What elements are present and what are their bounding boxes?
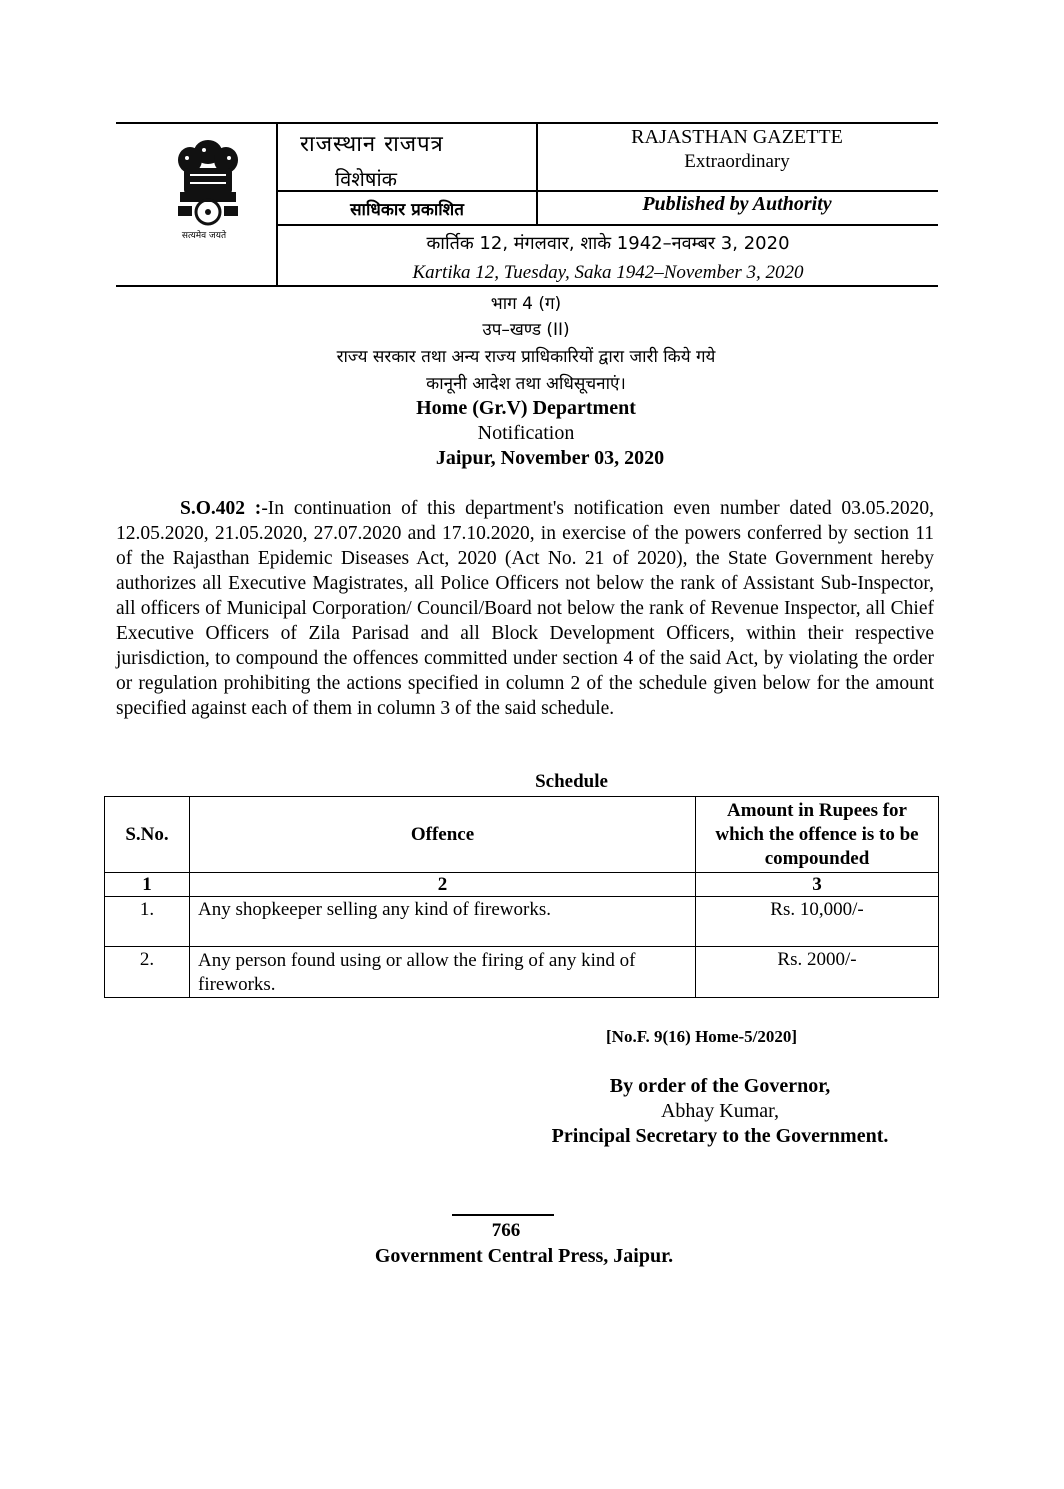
section-description-line-1: राज्य सरकार तथा अन्य राज्य प्राधिकारियों द्वारा जारी किये गये <box>336 347 716 367</box>
press-name: Government Central Press, Jaipur. <box>374 1245 674 1267</box>
schedule-table <box>104 796 939 998</box>
column-number-row <box>105 873 939 897</box>
gazette-subtitle-hindi: विशेषांक <box>335 167 397 191</box>
table-row <box>105 897 939 947</box>
footer-rule <box>452 1214 554 1216</box>
masthead-top-rule <box>116 122 938 124</box>
part-label: भाग 4 (ग) <box>490 294 562 314</box>
gazette-title-english: RAJASTHAN GAZETTE <box>631 126 843 148</box>
column-number-3: 3 <box>696 873 939 897</box>
signer-name: Abhay Kumar, <box>660 1100 780 1122</box>
document-type: Notification <box>477 422 575 444</box>
column-number-2: 2 <box>190 873 696 897</box>
department-title: Home (Gr.V) Department <box>416 397 636 419</box>
authority-hindi: साधिकार प्रकाशित <box>350 200 464 220</box>
issue-date-english: Kartika 12, Tuesday, Saka 1942–November 3, 2020 <box>412 262 804 283</box>
row-sno: 1. <box>105 897 190 947</box>
subpart-label: उप–खण्ड (II) <box>482 320 570 340</box>
column-number-1: 1 <box>105 873 190 897</box>
so-number: S.O.402 : <box>180 498 262 519</box>
notification-text: -In continuation of this department's notification even number dated 03.05.2020, 12.05.2020, 21.05.2020, 27.07.2020 and 17.10.2020, in exercise of the powers conferred by section 11 of the Rajasthan Epidemic Diseases Act, 2020 (Act No. 21 of 2020), the State Government hereby authorizes all Executive Magistrates, all Police Officers not below the rank of Assistant Sub-Inspector, all officers of Municipal Corporation/ Council/Board not below the rank of Revenue Inspector, all Chief Executive Officers of Zila Parisad and all Block Development Officers, within their respective jurisdiction, to compound the offences committed under section 4 of the said Act, by violating the order or regulation prohibiting the actions specified in column 2 of the schedule given below for the amount specified against each of them in column 3 of the said schedule. <box>116 498 934 719</box>
notification-body <box>116 496 934 721</box>
gazette-title-hindi: राजस्थान राजपत्र <box>300 132 444 157</box>
row-sno: 2. <box>105 947 190 998</box>
place-and-date: Jaipur, November 03, 2020 <box>435 447 665 469</box>
masthead-lower-rule <box>276 224 938 226</box>
row-amount: Rs. 10,000/- <box>696 897 939 947</box>
signer-designation: Principal Secretary to the Government. <box>551 1125 889 1147</box>
table-header-row <box>105 797 939 873</box>
page-number: 766 <box>491 1220 521 1241</box>
table-row <box>105 947 939 998</box>
row-offence: Any shopkeeper selling any kind of fireworks. <box>190 897 696 947</box>
national-emblem-icon <box>168 130 248 230</box>
row-amount: Rs. 2000/- <box>696 947 939 998</box>
file-reference: [No.F. 9(16) Home-5/2020] <box>606 1027 798 1046</box>
header-sno: S.No. <box>105 797 190 873</box>
masthead-bottom-rule <box>116 285 938 287</box>
order-line: By order of the Governor, <box>609 1075 831 1097</box>
header-offence: Offence <box>190 797 696 873</box>
emblem-motto: सत्यमेव जयते <box>181 231 227 241</box>
header-amount: Amount in Rupees for which the offence is to be compounded <box>696 797 939 873</box>
schedule-title: Schedule <box>535 771 608 792</box>
row-offence: Any person found using or allow the firing of any kind of fireworks. <box>190 947 696 998</box>
section-description-line-2: कानूनी आदेश तथा अधिसूचनाएं। <box>426 374 626 394</box>
issue-date-hindi: कार्तिक 12, मंगलवार, शाके 1942–नवम्बर 3, 2020 <box>426 233 790 254</box>
authority-english: Published by Authority <box>642 193 832 215</box>
gazette-subtitle-english: Extraordinary <box>684 151 790 172</box>
